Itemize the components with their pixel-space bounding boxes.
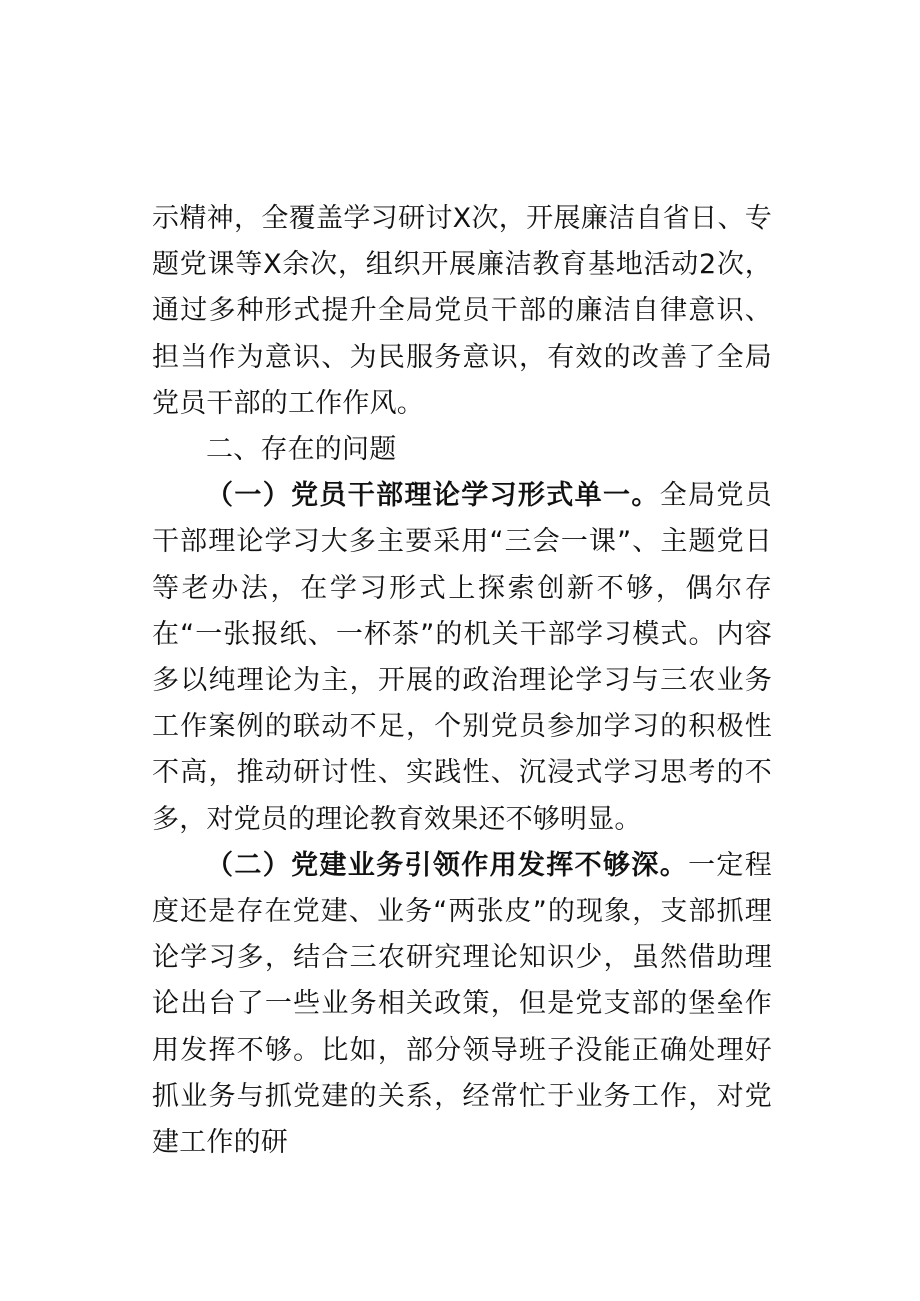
issue-item-1-body: 全局党员干部理论学习大多主要采用“三会一课”、主题党日等老办法，在学习形式上探索创新不够，偶尔存在“一张报纸、一杯茶”的机关干部学习模式。内容多以纯理论为主，开展的政治理论学习与三农业务工作案例的联动不足，个别党员参加学习的积极性不高，推动研讨性、实践性、沉浸式学习思考的不多，对党员的理论教育效果还不够明显。 xyxy=(152,480,772,835)
issue-item-2 xyxy=(152,843,772,1166)
document-body xyxy=(152,196,772,1166)
issue-item-2-body: 一定程度还是存在党建、业务“两张皮”的现象，支部抓理论学习多，结合三农研究理论知识少，虽然借助理论出台了一些业务相关政策，但是党支部的堡垒作用发挥不够。比如，部分领导班子没能正确处理好抓业务与抓党建的关系，经常忙于业务工作，对党建工作的研 xyxy=(152,849,772,1159)
issue-item-2-title: （二）党建业务引领作用发挥不够深。 xyxy=(206,849,689,881)
section-heading: 二、存在的问题 xyxy=(206,434,397,466)
issue-item-1-title: （一）党员干部理论学习形式单一。 xyxy=(206,480,660,512)
issue-item-1 xyxy=(152,473,772,843)
paragraph-continuation: 示精神，全覆盖学习研讨X次，开展廉洁自省日、专题党课等X余次，组织开展廉洁教育基地活动2次，通过多种形式提升全局党员干部的廉洁自律意识、担当作为意识、为民服务意识，有效的改善了全局党员干部的工作作风。 xyxy=(152,203,772,419)
